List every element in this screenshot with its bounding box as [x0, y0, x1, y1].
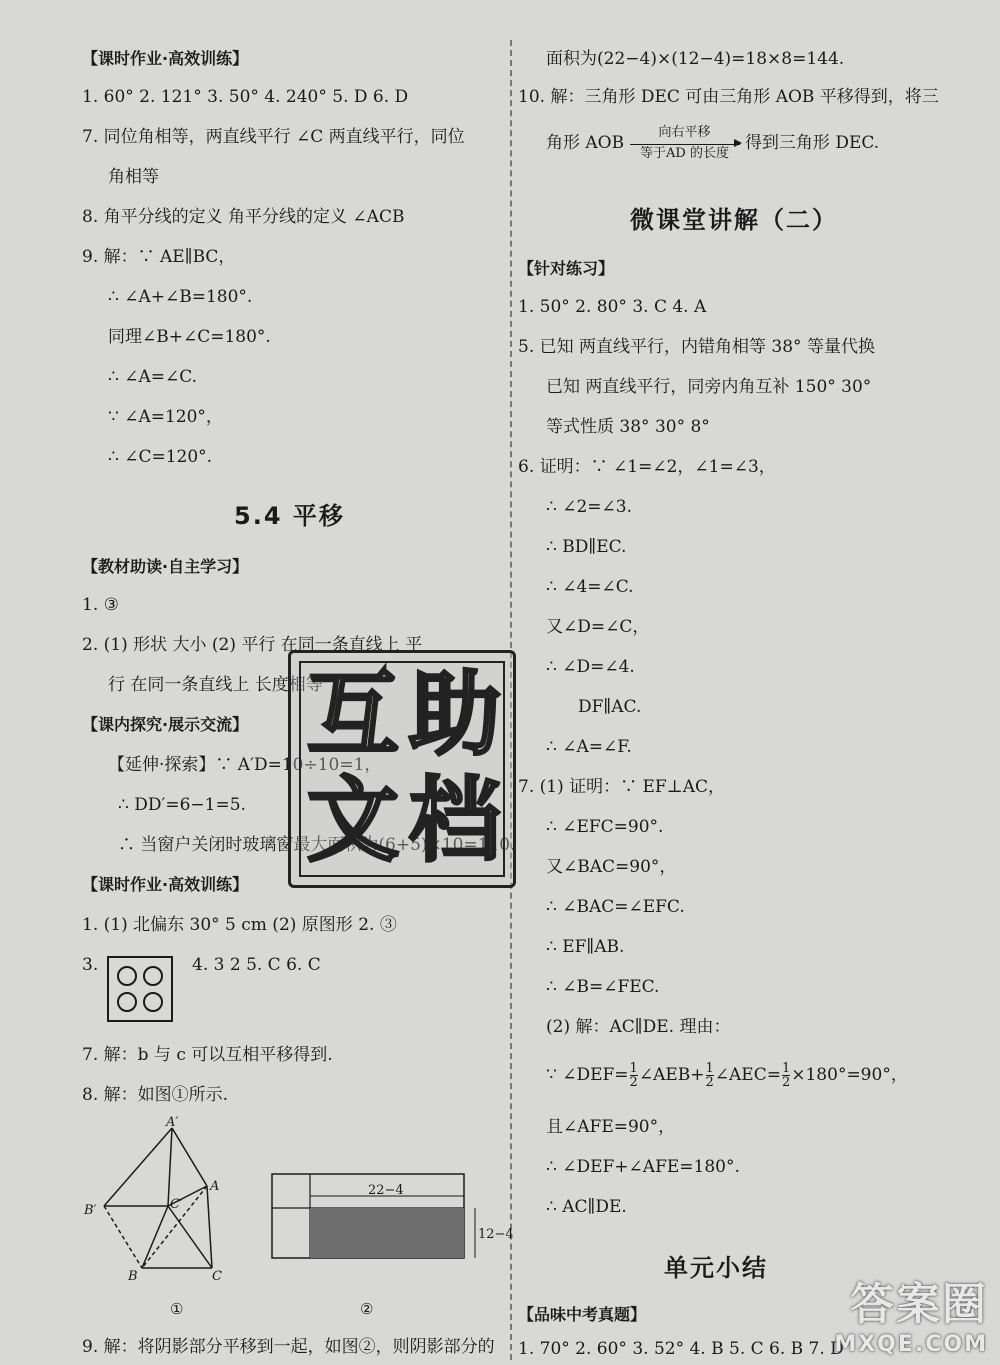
- arrow-post: 得到三角形 DEC.: [744, 133, 880, 153]
- width-label: 22−4: [368, 1183, 404, 1198]
- denominator: 2: [781, 1075, 791, 1090]
- answer-line: 面积为(22−4)×(12−4)=18×8=144.: [546, 49, 845, 69]
- arrow-bottom-label: 等于AD 的长度: [640, 146, 729, 161]
- section-header: 【课内探究·展示交流】: [82, 715, 249, 734]
- answer-line: ∴ ∠C=120°.: [108, 447, 213, 467]
- answer-line: ∴ ∠BAC=∠EFC.: [546, 897, 685, 917]
- answer-line: ∴ 当窗户关闭时玻璃窗最大面积为(6+5)×10=110.: [118, 835, 516, 855]
- answer-line: 1. (1) 北偏东 30° 5 cm (2) 原图形 2. ③: [82, 915, 397, 935]
- section-header: 【品味中考真题】: [518, 1305, 647, 1324]
- answer-line: 7. 同位角相等，两直线平行 ∠C 两直线平行，同位: [82, 127, 465, 147]
- section-header: 【教材助读·自主学习】: [82, 557, 249, 576]
- figure-translation-prism: [82, 1115, 232, 1318]
- denominator: 2: [705, 1075, 714, 1090]
- eq-part: ∵ ∠DEF=: [546, 1065, 629, 1085]
- answer-line: 行 在同一条直线上 长度相等: [108, 675, 323, 695]
- answer-line: 又∠BAC=90°，: [546, 857, 677, 877]
- answer-line: ∵ ∠A=120°，: [108, 407, 223, 427]
- arrow-pre: 角形 AOB: [546, 133, 625, 153]
- fraction: [630, 1062, 638, 1089]
- answer-line: (2) 解：AC∥DE. 理由：: [546, 1017, 731, 1037]
- answer-line: 已知 两直线平行，同旁内角互补 150° 30°: [546, 377, 872, 397]
- numerator: 1: [705, 1061, 714, 1076]
- label-C-prime: C′: [170, 1197, 183, 1212]
- answer-line: 【延伸·探索】∵ A′D=10÷10=1，: [108, 755, 382, 775]
- stamp-char: 助: [409, 661, 502, 768]
- answer-line: 4. 3 2 5. C 6. C: [192, 955, 321, 975]
- denominator: 2: [629, 1075, 638, 1090]
- answer-line: ∴ AC∥DE.: [546, 1197, 627, 1217]
- figure-caption: ①: [170, 1300, 184, 1318]
- answer-line: 1. ③: [82, 595, 119, 615]
- stamp-char: 互: [307, 661, 400, 768]
- watermark-stamp: [288, 650, 516, 888]
- answer-line: ∴ ∠4=∠C.: [546, 577, 634, 597]
- figure-caption: ②: [360, 1300, 374, 1318]
- answer-line: DF∥AC.: [578, 697, 642, 717]
- answer-line: ∴ ∠D=∠4.: [546, 657, 635, 677]
- answer-line: ∴ ∠EFC=90°.: [546, 817, 664, 837]
- section-header: 【课时作业·高效训练】: [82, 875, 249, 894]
- answer-line: 3.: [82, 955, 99, 975]
- answer-line: 同理∠B+∠C=180°.: [108, 327, 271, 347]
- answer-line: ∴ ∠DEF+∠AFE=180°.: [546, 1157, 740, 1177]
- answer-line: 7. (1) 证明：∵ EF⊥AC，: [518, 777, 725, 797]
- numerator: 1: [629, 1061, 638, 1076]
- prism-diagram: [82, 1118, 232, 1298]
- label-A-prime: A′: [166, 1115, 179, 1130]
- eq-part: ∠AEC=: [714, 1065, 781, 1085]
- eq-part: ∠AEB+: [638, 1065, 705, 1085]
- section-title: 5.4 平移: [234, 502, 345, 530]
- arrow-top-label: 向右平移: [658, 125, 711, 140]
- answer-line: ∴ ∠A+∠B=180°.: [108, 287, 253, 307]
- answer-line: 8. 角平分线的定义 角平分线的定义 ∠ACB: [82, 207, 405, 227]
- answer-line: ∴ ∠A=∠F.: [546, 737, 632, 757]
- label-B-prime: B′: [84, 1203, 97, 1218]
- label-B: B: [128, 1269, 138, 1284]
- answer-line: 又∠D=∠C，: [546, 617, 650, 637]
- answer-line: 5. 已知 两直线平行，内错角相等 38° 等量代换: [518, 337, 875, 357]
- arrow-annotation: [630, 126, 740, 161]
- section-header: 【课时作业·高效训练】: [82, 49, 249, 68]
- answer-line: 8. 解：如图①所示.: [82, 1085, 229, 1105]
- circles-icon: [109, 958, 171, 1020]
- answer-line: 9. 解：∵ AE∥BC，: [82, 247, 236, 267]
- watermark-big: 答案圈: [850, 1279, 988, 1330]
- answer-line: 且∠AFE=90°，: [546, 1117, 676, 1137]
- corner-watermark: [834, 1268, 988, 1357]
- answer-line: 10. 解：三角形 DEC 可由三角形 AOB 平移得到，将三: [518, 87, 939, 107]
- section-title: 微课堂讲解（二）: [630, 206, 838, 234]
- answer-line: 6. 证明：∵ ∠1=∠2，∠1=∠3，: [518, 457, 776, 477]
- section-title: 单元小结: [664, 1254, 768, 1282]
- answer-line: ∴ EF∥AB.: [546, 937, 625, 957]
- four-circles-figure: [107, 956, 173, 1022]
- eq-part: ×180°=90°，: [791, 1065, 908, 1085]
- answer-line: 2. (1) 形状 大小 (2) 平行 在同一条直线上 平: [82, 635, 423, 655]
- answer-line: 7. 解：b 与 c 可以互相平移得到.: [82, 1045, 333, 1065]
- stamp-char: 档: [409, 767, 502, 874]
- stamp-char: 文: [307, 767, 400, 874]
- label-C: C: [212, 1269, 222, 1284]
- answer-line: ∴ DD′=6−1=5.: [118, 795, 246, 815]
- answer-line: 1. 70° 2. 60° 3. 52° 4. B 5. C 6. B 7. D: [518, 1339, 844, 1359]
- fraction: [706, 1062, 714, 1089]
- answer-line: ∴ ∠B=∠FEC.: [546, 977, 660, 997]
- right-arrow-icon: [630, 142, 740, 145]
- answer-line: ∴ BD∥EC.: [546, 537, 627, 557]
- answer-line: ∴ ∠2=∠3.: [546, 497, 632, 517]
- translation-arrow-line: [546, 126, 879, 161]
- watermark-small: MXQE.COM: [834, 1332, 988, 1357]
- numerator: 1: [781, 1061, 791, 1076]
- figure-shaded-rectangle: [270, 1172, 514, 1322]
- answer-line: 角相等: [108, 167, 159, 187]
- answer-line: 1. 50° 2. 80° 3. C 4. A: [518, 297, 707, 317]
- fraction-equation: [546, 1062, 908, 1089]
- section-header: 【针对练习】: [518, 259, 615, 278]
- answer-line: 9. 解：将阴影部分平移到一起，如图②，则阴影部分的: [82, 1337, 495, 1357]
- answer-line: ∴ ∠A=∠C.: [108, 367, 198, 387]
- label-A: A: [210, 1179, 220, 1194]
- answer-line: 1. 60° 2. 121° 3. 50° 4. 240° 5. D 6. D: [82, 87, 409, 107]
- fraction: [782, 1062, 790, 1089]
- answer-line: 等式性质 38° 30° 8°: [546, 417, 710, 437]
- height-label: 12−4: [478, 1227, 514, 1242]
